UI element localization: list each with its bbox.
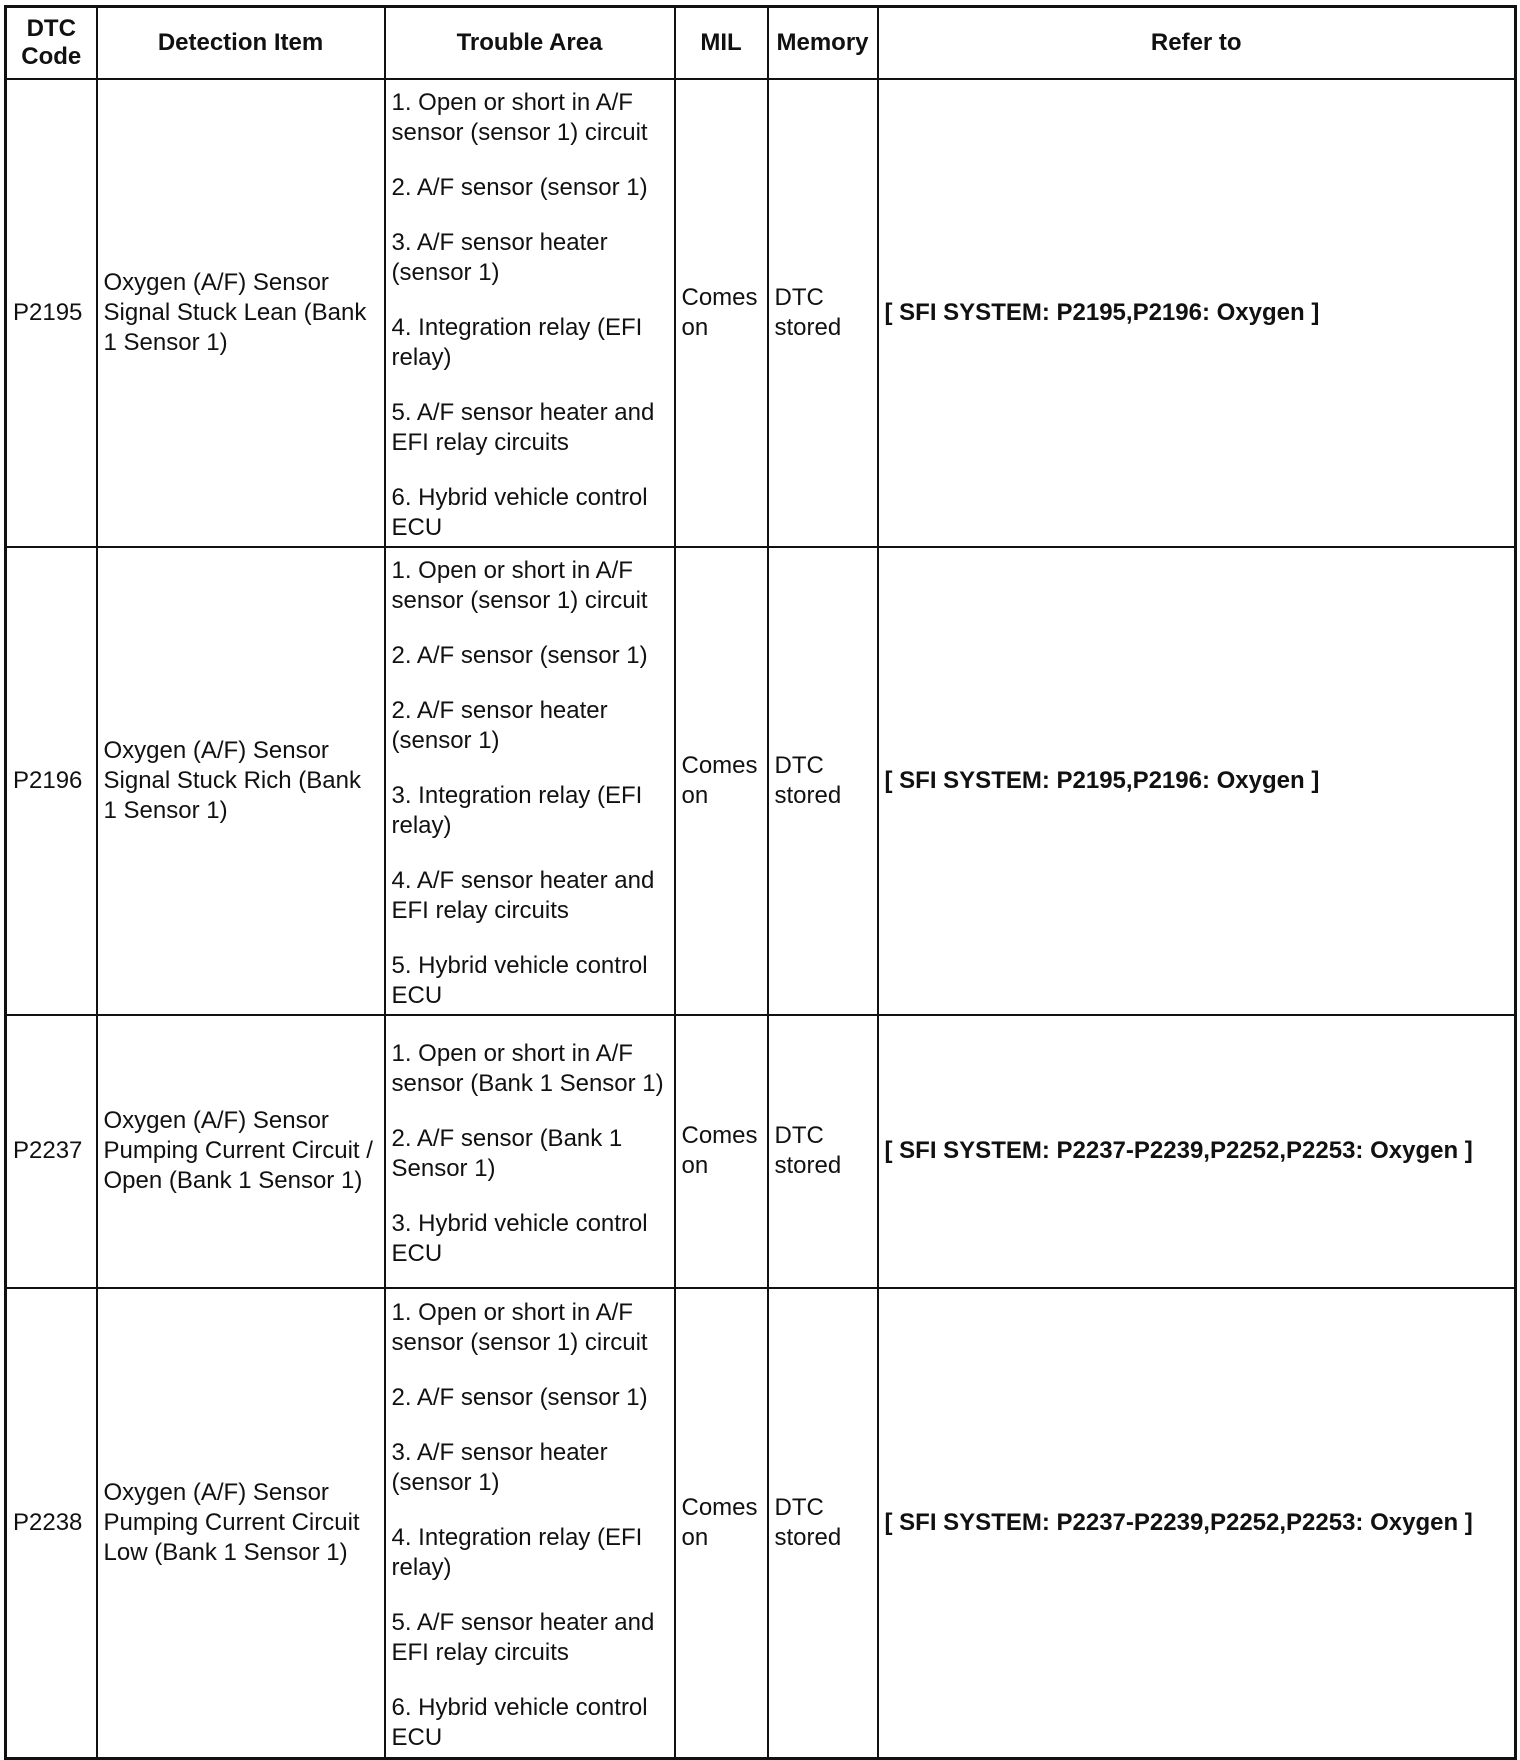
trouble-area-item: 4. A/F sensor heater and EFI relay circuits — [391, 867, 655, 924]
trouble-area-cell — [385, 1288, 675, 1759]
trouble-area-item: 3. Hybrid vehicle control ECU — [391, 1210, 648, 1267]
dtc-table — [4, 5, 1517, 1760]
trouble-area-item: 1. Open or short in A/F sensor (sensor 1) circuit — [391, 89, 648, 146]
header-mil: MIL — [675, 7, 768, 79]
trouble-area-item: 4. Integration relay (EFI relay) — [391, 314, 643, 371]
trouble-area-item: 5. A/F sensor heater and EFI relay circuits — [391, 1609, 655, 1667]
dtc-code-cell: P2237 — [6, 1015, 97, 1288]
mil-cell: Comes on — [675, 1015, 768, 1288]
refer-to-link[interactable]: [ SFI SYSTEM: P2237-P2239,P2252,P2253: Oxygen ] — [878, 1015, 1516, 1288]
memory-cell: DTC stored — [768, 1288, 878, 1759]
detection-item-cell: Oxygen (A/F) Sensor Signal Stuck Lean (Bank 1 Sensor 1) — [97, 79, 385, 547]
header-detection-item: Detection Item — [97, 7, 385, 79]
trouble-area-cell — [385, 79, 675, 547]
trouble-area-item: 6. Hybrid vehicle control ECU — [391, 484, 648, 541]
trouble-area-item: 2. A/F sensor heater (sensor 1) — [391, 697, 608, 754]
refer-to-link[interactable]: [ SFI SYSTEM: P2195,P2196: Oxygen ] — [878, 79, 1516, 547]
table-row — [6, 79, 1516, 547]
trouble-area-item: 5. A/F sensor heater and EFI relay circuits — [391, 399, 655, 456]
trouble-area-item: 3. Integration relay (EFI relay) — [391, 782, 643, 839]
trouble-area-cell — [385, 1015, 675, 1288]
trouble-area-item: 1. Open or short in A/F sensor (sensor 1) circuit — [391, 557, 648, 614]
trouble-area-item: 1. Open or short in A/F sensor (sensor 1) circuit — [391, 1299, 648, 1357]
table-row — [6, 547, 1516, 1015]
header-memory: Memory — [768, 7, 878, 79]
memory-cell: DTC stored — [768, 79, 878, 547]
trouble-area-item: 2. A/F sensor (sensor 1) — [391, 1384, 648, 1412]
trouble-area-item: 3. A/F sensor heater (sensor 1) — [391, 1439, 608, 1497]
header-trouble-area: Trouble Area — [385, 7, 675, 79]
mil-cell: Comes on — [675, 79, 768, 547]
memory-cell: DTC stored — [768, 547, 878, 1015]
memory-cell: DTC stored — [768, 1015, 878, 1288]
trouble-area-item: 5. Hybrid vehicle control ECU — [391, 952, 648, 1009]
refer-to-link[interactable]: [ SFI SYSTEM: P2195,P2196: Oxygen ] — [878, 547, 1516, 1015]
header-dtc-code: DTC Code — [6, 7, 97, 79]
mil-cell: Comes on — [675, 547, 768, 1015]
dtc-code-cell: P2195 — [6, 79, 97, 547]
table-row — [6, 1288, 1516, 1759]
refer-to-link[interactable]: [ SFI SYSTEM: P2237-P2239,P2252,P2253: Oxygen ] — [878, 1288, 1516, 1759]
dtc-sheet — [4, 5, 1514, 1757]
detection-item-cell: Oxygen (A/F) Sensor Pumping Current Circuit Low (Bank 1 Sensor 1) — [97, 1288, 385, 1759]
table-header-row — [6, 7, 1516, 79]
detection-item-cell: Oxygen (A/F) Sensor Signal Stuck Rich (Bank 1 Sensor 1) — [97, 547, 385, 1015]
mil-cell: Comes on — [675, 1288, 768, 1759]
trouble-area-item: 4. Integration relay (EFI relay) — [391, 1524, 643, 1582]
trouble-area-item: 6. Hybrid vehicle control ECU — [391, 1694, 648, 1752]
header-refer-to: Refer to — [878, 7, 1516, 79]
trouble-area-item: 2. A/F sensor (Bank 1 Sensor 1) — [391, 1125, 623, 1182]
table-row — [6, 1015, 1516, 1288]
trouble-area-item: 2. A/F sensor (sensor 1) — [391, 174, 648, 201]
trouble-area-item: 3. A/F sensor heater (sensor 1) — [391, 229, 608, 286]
trouble-area-cell — [385, 547, 675, 1015]
detection-item-cell: Oxygen (A/F) Sensor Pumping Current Circuit / Open (Bank 1 Sensor 1) — [97, 1015, 385, 1288]
dtc-code-cell: P2238 — [6, 1288, 97, 1759]
trouble-area-item: 1. Open or short in A/F sensor (Bank 1 Sensor 1) — [391, 1040, 664, 1097]
trouble-area-item: 2. A/F sensor (sensor 1) — [391, 642, 648, 669]
dtc-code-cell: P2196 — [6, 547, 97, 1015]
